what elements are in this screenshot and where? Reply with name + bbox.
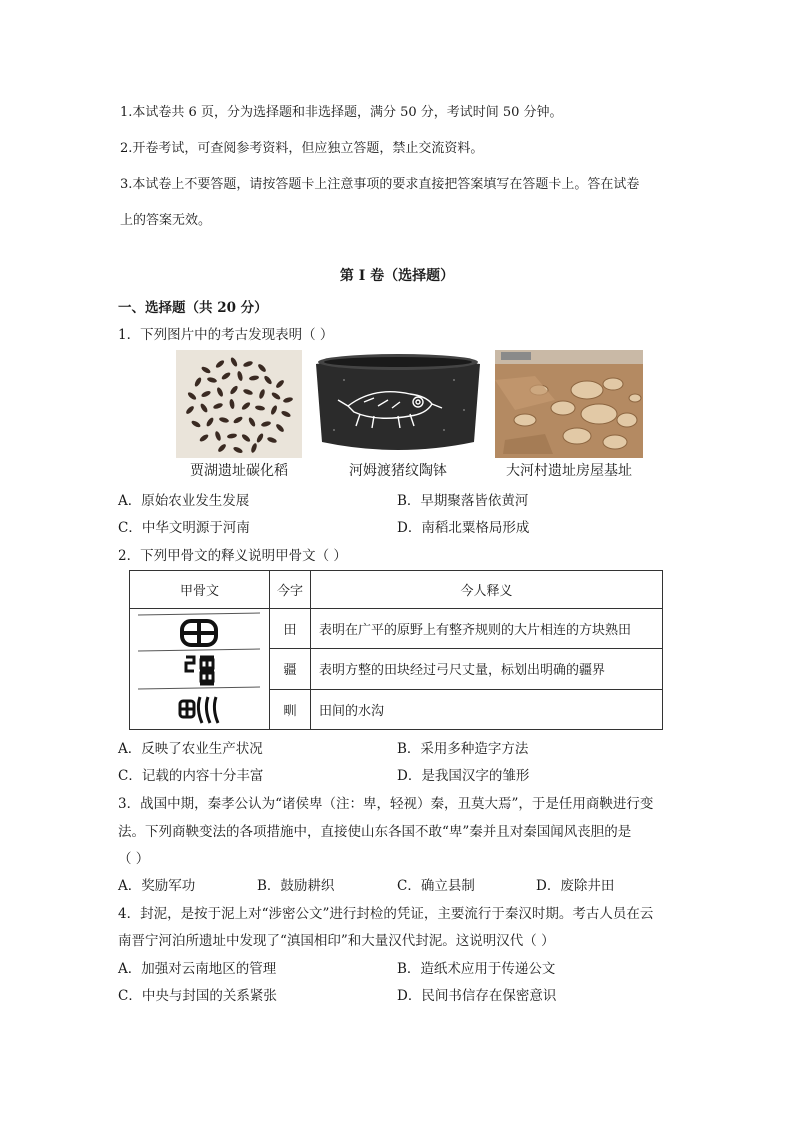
row-meaning: 表明在广平的原野上有整齐规则的大片相连的方块熟田	[311, 609, 663, 649]
house-foundation-site-image	[495, 350, 643, 458]
row-word: 甽	[270, 689, 311, 729]
q3-option-c[interactable]: C．确立县制	[397, 878, 475, 894]
q4-option-d[interactable]: D．民间书信存在保密意识	[397, 988, 557, 1004]
q4-line-2: 南晋宁河泊所遗址中发现了“滇国相印”和大量汉代封泥。这说明汉代（ ）	[118, 933, 555, 949]
table-row	[130, 609, 663, 649]
header-interpretation: 今人释义	[311, 571, 663, 609]
header-modern-char: 今字	[270, 571, 311, 609]
oracle-jiang-glyph	[186, 657, 214, 684]
oracle-glyphs-cell	[130, 609, 270, 730]
carbonized-rice-image	[176, 350, 302, 458]
q4-option-c[interactable]: C．中央与封国的关系紧张	[118, 988, 277, 1004]
row-meaning: 田间的水沟	[311, 689, 663, 729]
q3-option-d[interactable]: D．废除井田	[536, 878, 615, 894]
q4-option-a[interactable]: A．加强对云南地区的管理	[118, 961, 277, 977]
notice-line-2: 2.开卷考试，可查阅参考资料，但应独立答题，禁止交流资料。	[120, 141, 484, 156]
caption-hemudu-bowl: 河姆渡猪纹陶钵	[349, 463, 447, 479]
q2-stem: 2．下列甲骨文的释义说明甲骨文（ ）	[118, 548, 347, 564]
q3-line-2: 法。下列商鞅变法的各项措施中，直接使山东各国不敢“卑”秦并且对秦国闻风丧胆的是	[118, 824, 632, 840]
q3-line-1: 3．战国中期，秦孝公认为“诸侯卑（注：卑，轻视）秦，丑莫大焉”，于是任用商鞅进行变	[118, 796, 654, 812]
q2-option-c[interactable]: C．记载的内容十分丰富	[118, 768, 264, 784]
notice-line-3: 3.本试卷上不要答题，请按答题卡上注意事项的要求直接把答案填写在答题卡上。答在试卷	[120, 177, 640, 192]
row-word: 田	[270, 609, 311, 649]
oracle-quan-glyph	[180, 697, 218, 723]
oracle-glyphs-image	[130, 609, 268, 729]
q1-option-a[interactable]: A．原始农业发生发展	[118, 493, 250, 509]
pig-pottery-bowl-image	[314, 350, 482, 458]
q1-option-c[interactable]: C．中华文明源于河南	[118, 520, 250, 536]
row-word: 疆	[270, 649, 311, 689]
q2-option-a[interactable]: A．反映了农业生产状况	[118, 741, 263, 757]
notice-line-1: 1.本试卷共 6 页，分为选择题和非选择题，满分 50 分，考试时间 50 分钟。	[120, 105, 563, 120]
section-title: 第 I 卷（选择题）	[339, 268, 455, 284]
caption-jiahu-rice: 贾湖遗址碳化稻	[190, 463, 288, 479]
table-header-row	[130, 571, 663, 609]
q1-option-d[interactable]: D．南稻北粟格局形成	[397, 520, 530, 536]
q4-line-1: 4．封泥，是按于泥上对“涉密公文”进行封检的凭证，主要流行于秦汉时期。考古人员在云	[118, 906, 654, 922]
q1-stem: 1．下列图片中的考古发现表明（ ）	[118, 327, 334, 343]
q3-option-b[interactable]: B．鼓励耕织	[257, 878, 335, 894]
caption-dahecun-house: 大河村遗址房屋基址	[506, 463, 632, 479]
q3-line-3: （ ）	[118, 851, 150, 867]
row-meaning: 表明方整的田块经过弓尺丈量，标划出明确的疆界	[311, 649, 663, 689]
q3-option-a[interactable]: A．奖励军功	[118, 878, 196, 894]
q2-option-d[interactable]: D．是我国汉字的雏形	[397, 768, 530, 784]
header-oracle: 甲骨文	[130, 571, 270, 609]
q2-option-b[interactable]: B．采用多种造字方法	[397, 741, 529, 757]
q1-option-b[interactable]: B．早期聚落皆依黄河	[397, 493, 529, 509]
oracle-tian-glyph	[182, 621, 216, 645]
q4-option-b[interactable]: B．造纸术应用于传递公文	[397, 961, 556, 977]
oracle-bone-table	[129, 570, 663, 730]
part-title: 一、选择题（共 20 分）	[118, 300, 268, 316]
notice-line-4: 上的答案无效。	[120, 213, 212, 228]
